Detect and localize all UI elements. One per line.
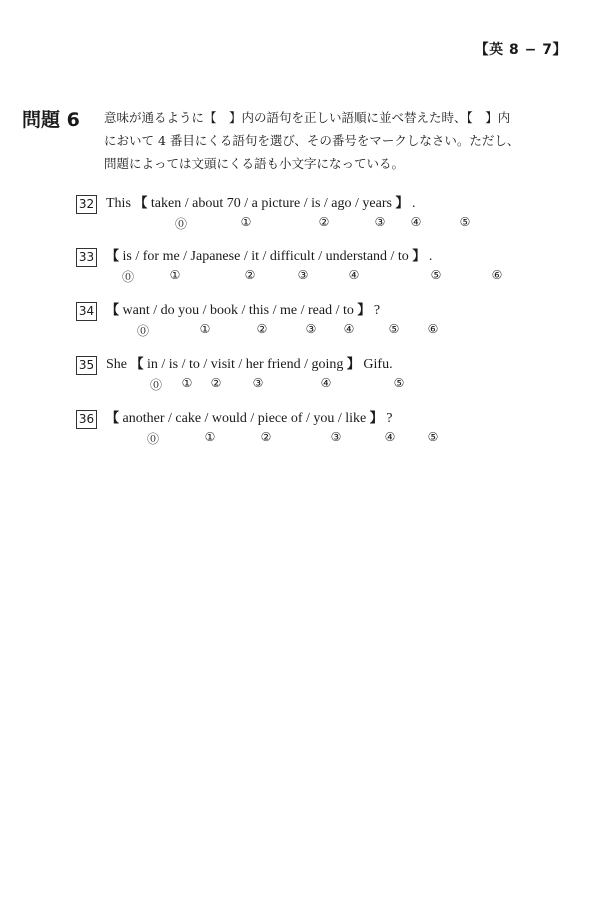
choice-number: ⑤ xyxy=(430,268,442,282)
choice-number: ⑤ xyxy=(393,376,405,390)
sentence: This 【 taken / about 70 / a picture / is / ago / years 】 . xyxy=(106,196,416,211)
choice-number: ③ xyxy=(374,215,386,229)
question-item-36 xyxy=(76,409,576,449)
question-item-32 xyxy=(76,194,576,234)
choice-number: ③ xyxy=(297,268,309,282)
choice-number: ① xyxy=(181,376,193,390)
sentence: 【 want / do you / book / this / me / read / to 】 ? xyxy=(106,303,381,318)
choice-number: ① xyxy=(240,215,252,229)
sentence: She 【 in / is / to / visit / her friend / going 】 Gifu. xyxy=(106,357,393,372)
instruction-line: において 4 番目にくる語句を選び、その番号をマークしなさい。ただし、 xyxy=(104,133,520,148)
choice-number: ⓪ xyxy=(174,217,187,231)
sentence: 【 is / for me / Japanese / it / difficult / understand / to 】 . xyxy=(106,249,433,264)
choice-number: ② xyxy=(318,215,330,229)
question-title: 問題 6 xyxy=(22,109,80,131)
choice-number: ⓪ xyxy=(121,270,134,284)
choice-number: ④ xyxy=(384,430,396,444)
choice-number: ⑤ xyxy=(459,215,471,229)
question-number: 35 xyxy=(76,356,97,375)
choice-number: ③ xyxy=(305,322,317,336)
page-label: 【英 8 − 7】 xyxy=(474,42,567,58)
choice-number: ③ xyxy=(252,376,264,390)
choice-number: ④ xyxy=(348,268,360,282)
question-item-35 xyxy=(76,355,576,395)
choice-number: ① xyxy=(204,430,216,444)
question-number: 32 xyxy=(76,195,97,214)
choice-number: ② xyxy=(210,376,222,390)
question-item-33 xyxy=(76,247,576,287)
choice-number: ⑤ xyxy=(427,430,439,444)
choice-number: ② xyxy=(244,268,256,282)
choice-number: ④ xyxy=(410,215,422,229)
choice-number: ⓪ xyxy=(146,432,159,446)
question-item-34 xyxy=(76,301,576,341)
choice-number: ③ xyxy=(330,430,342,444)
question-number: 34 xyxy=(76,302,97,321)
choice-number: ② xyxy=(260,430,272,444)
instruction-line: 意味が通るように【 】内の語句を正しい語順に並べ替えた時、【 】内 xyxy=(104,110,511,125)
sentence: 【 another / cake / would / piece of / you / like 】 ? xyxy=(106,411,393,426)
choice-number: ⑤ xyxy=(388,322,400,336)
choice-number: ④ xyxy=(320,376,332,390)
choice-number: ⓪ xyxy=(149,378,162,392)
choice-number: ① xyxy=(169,268,181,282)
instructions xyxy=(104,106,574,175)
question-number: 36 xyxy=(76,410,97,429)
choice-number: ⓪ xyxy=(136,324,149,338)
question-number: 33 xyxy=(76,248,97,267)
choice-number: ② xyxy=(256,322,268,336)
choice-number: ⑥ xyxy=(427,322,439,336)
choice-number: ① xyxy=(199,322,211,336)
choice-number: ④ xyxy=(343,322,355,336)
choice-number: ⑥ xyxy=(491,268,503,282)
instruction-line: 問題によっては文頭にくる語も小文字になっている。 xyxy=(104,156,405,171)
